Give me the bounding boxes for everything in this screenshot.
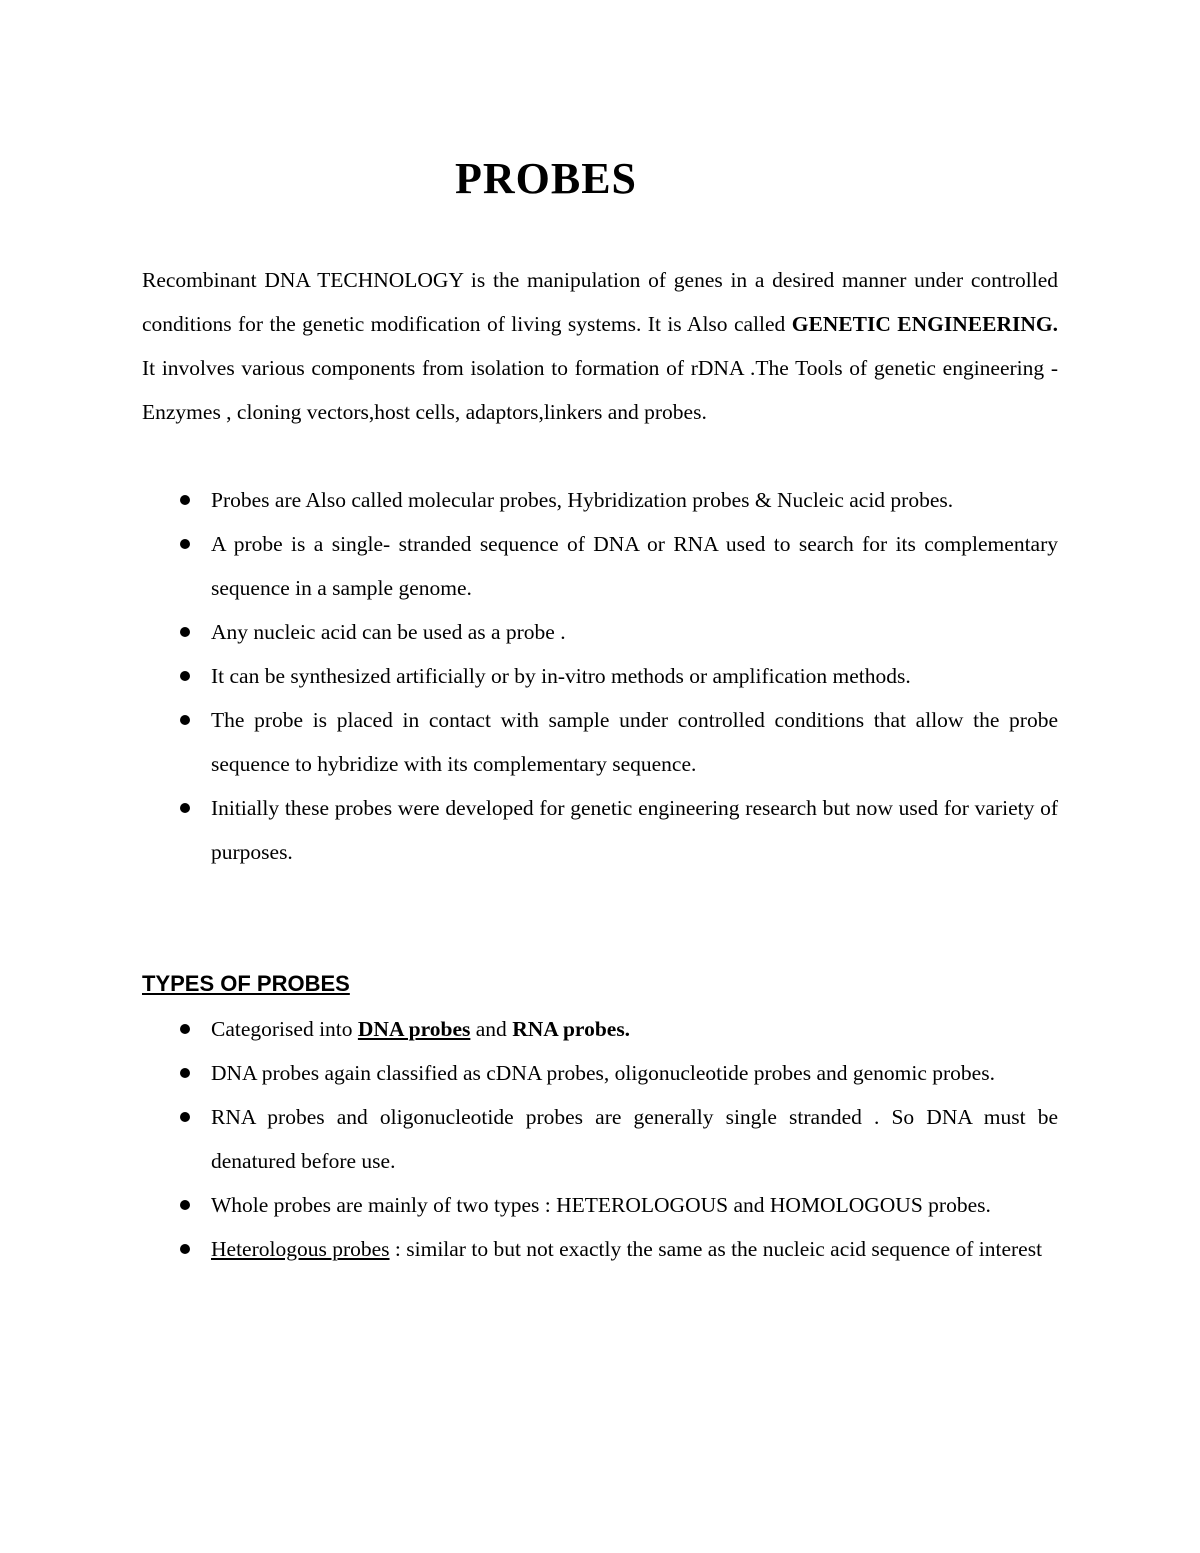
bullet-icon xyxy=(180,539,190,549)
list-item xyxy=(142,698,1058,786)
list-item-text: : similar to but not exactly the same as the nucleic acid sequence of interest xyxy=(389,1237,1043,1261)
list-item-text: The probe is placed in contact with sample under controlled conditions that allow the probe sequence to hybridize with its complementary sequence. xyxy=(211,708,1058,776)
bullet-icon xyxy=(180,1244,190,1254)
intro-bold-term: GENETIC ENGINEERING. xyxy=(791,312,1058,336)
list-item xyxy=(142,654,1058,698)
list-item xyxy=(142,522,1058,610)
list-item-text: Whole probes are mainly of two types : HETEROLOGOUS and HOMOLOGOUS probes. xyxy=(211,1193,991,1217)
heterologous-probes-term: Heterologous probes xyxy=(211,1237,390,1261)
dna-probes-term: DNA probes xyxy=(357,1017,471,1041)
intro-text-part1: Recombinant DNA TECHNOLOGY is the manipulation of genes in a desired manner under controlled conditions for the genetic modification of living systems. It is Also called xyxy=(142,268,1058,336)
types-bullet-list xyxy=(142,1007,1058,1271)
page-title: PROBES xyxy=(454,154,638,203)
list-item-text: RNA probes and oligonucleotide probes are generally single stranded . So DNA must be denatured before use. xyxy=(211,1105,1058,1173)
list-item-text: Any nucleic acid can be used as a probe . xyxy=(211,620,566,644)
bullet-icon xyxy=(180,715,190,725)
bullet-icon xyxy=(180,1200,190,1210)
probes-bullet-list xyxy=(142,478,1058,874)
list-item-text: Probes are Also called molecular probes, Hybridization probes & Nucleic acid probes. xyxy=(211,488,954,512)
intro-text-part2: It involves various components from isolation to formation of rDNA .The Tools of genetic engineering -Enzymes , cloning vectors,host cells, adaptors,linkers and probes. xyxy=(142,356,1058,424)
list-item xyxy=(142,1183,1058,1227)
list-item-text: A probe is a single- stranded sequence of DNA or RNA used to search for its complementary sequence in a sample genome. xyxy=(211,532,1058,600)
bullet-icon xyxy=(180,1024,190,1034)
rna-probes-term: RNA probes. xyxy=(512,1017,631,1041)
bullet-icon xyxy=(180,1068,190,1078)
intro-paragraph xyxy=(142,258,1058,434)
list-item-text: and xyxy=(470,1017,513,1041)
list-item xyxy=(142,1095,1058,1183)
list-item xyxy=(142,1051,1058,1095)
bullet-icon xyxy=(180,495,190,505)
bullet-icon xyxy=(180,671,190,681)
list-item-text: Initially these probes were developed for genetic engineering research but now used for variety of purposes. xyxy=(211,796,1058,864)
types-heading: TYPES OF PROBES xyxy=(142,971,350,996)
list-item xyxy=(142,478,1058,522)
bullet-icon xyxy=(180,1112,190,1122)
bullet-icon xyxy=(180,803,190,813)
list-item xyxy=(142,786,1058,874)
list-item xyxy=(142,610,1058,654)
list-item-text: Categorised into xyxy=(211,1017,358,1041)
list-item xyxy=(142,1227,1058,1271)
bullet-icon xyxy=(180,627,190,637)
list-item xyxy=(142,1007,1058,1051)
list-item-text: DNA probes again classified as cDNA probes, oligonucleotide probes and genomic probes. xyxy=(211,1061,995,1085)
list-item-text: It can be synthesized artificially or by in-vitro methods or amplification methods. xyxy=(211,664,911,688)
